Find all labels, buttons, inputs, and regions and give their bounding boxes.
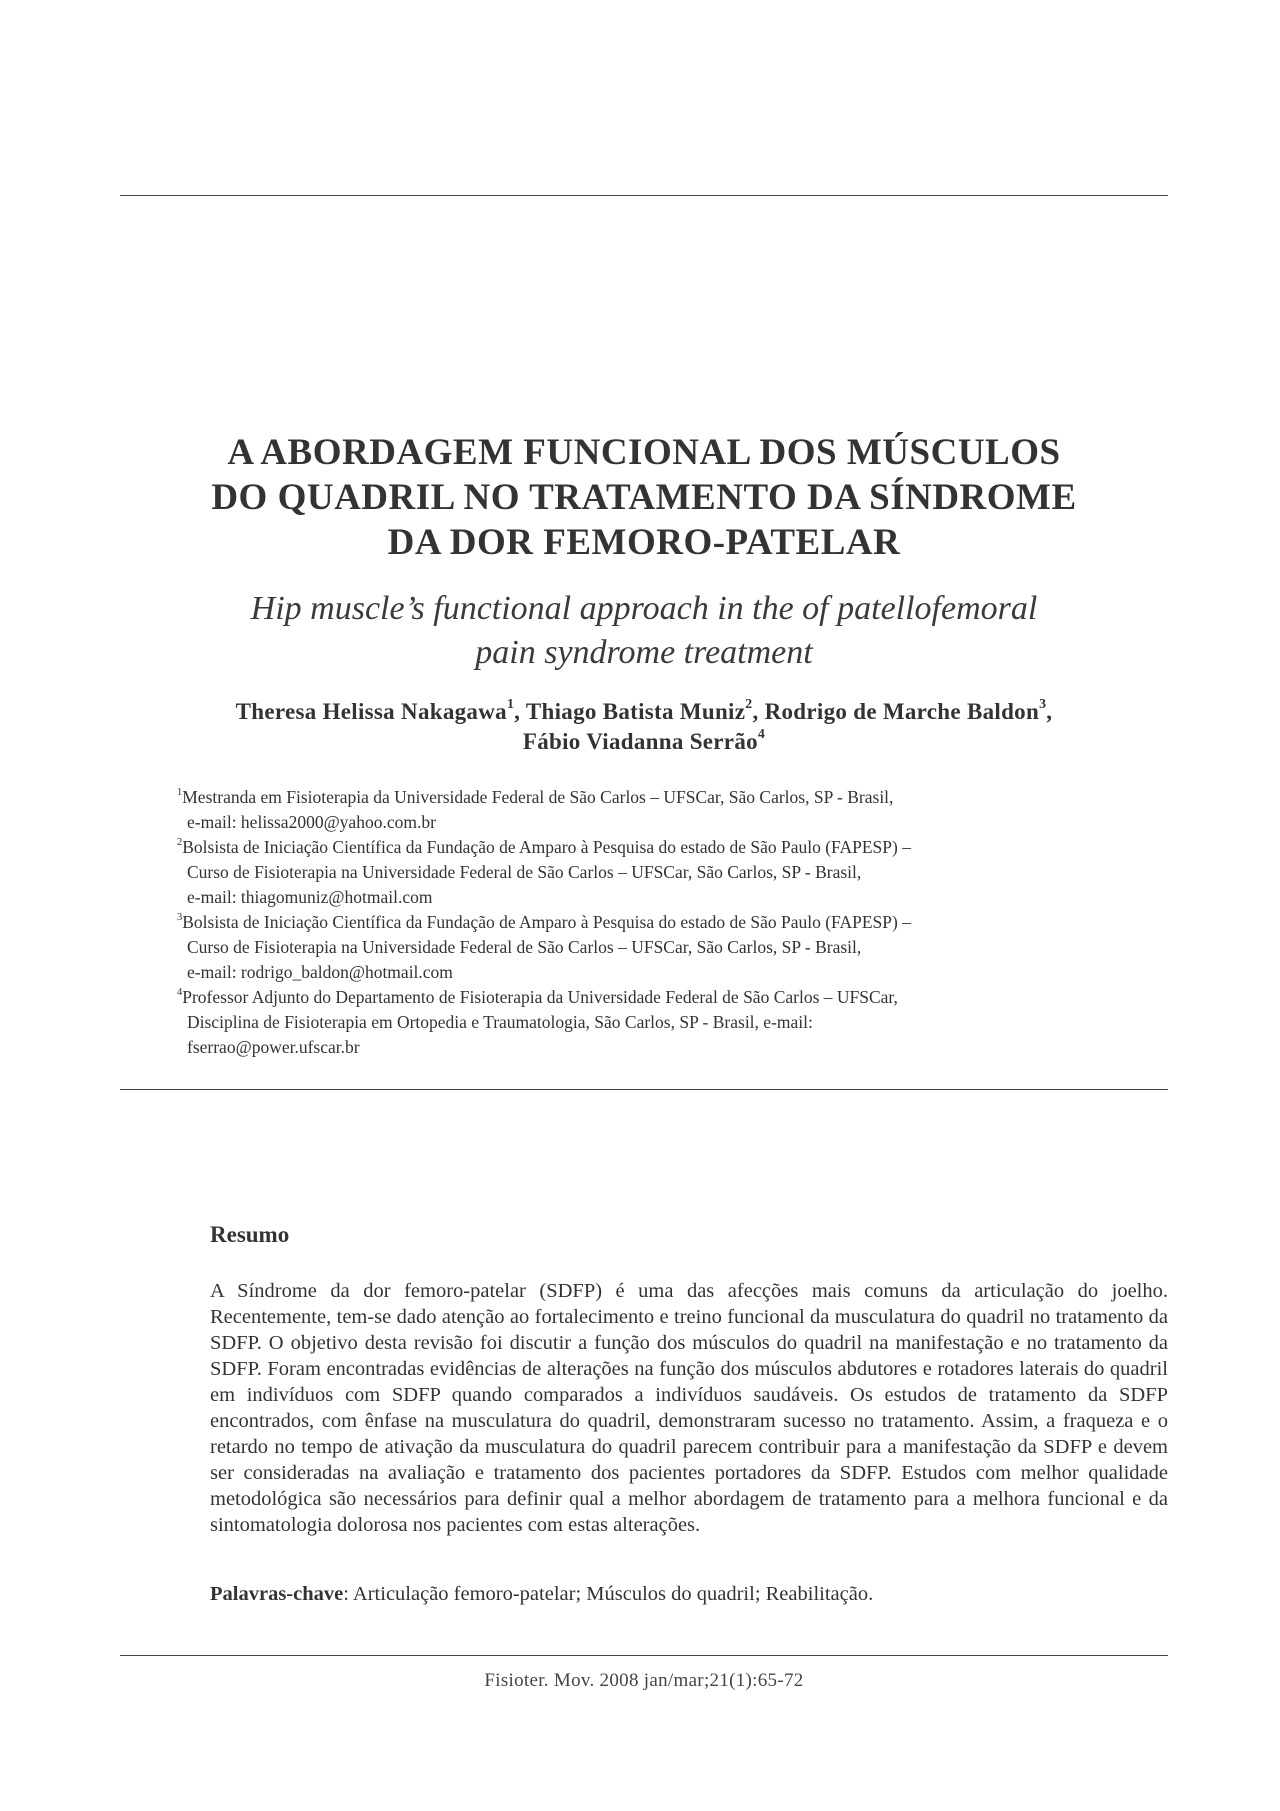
author-list [120,697,1168,757]
affiliation-text: Curso de Fisioterapia na Universidade Federal de São Carlos – UFSCar, São Carlos, SP - Brasil, [187,937,862,957]
author-sep: , [1046,699,1053,724]
author-sep: , [514,699,526,724]
affiliations [177,785,1117,1060]
author-name: Thiago Batista Muniz [525,699,746,724]
affiliation-2 [177,835,1117,910]
affiliation-number: 4 [177,986,183,998]
affiliation-email: fserrao@power.ufscar.br [187,1037,360,1057]
title-line: DA DOR FEMORO-PATELAR [387,522,901,563]
affiliation-number: 1 [177,786,183,798]
middle-rule [120,1089,1168,1090]
author-sup: 3 [1039,696,1047,712]
top-rule [120,195,1168,196]
subtitle-line: pain syndrome treatment [475,634,813,671]
affiliation-text: Curso de Fisioterapia na Universidade Federal de São Carlos – UFSCar, São Carlos, SP - Brasil, [187,862,862,882]
author-name: Rodrigo de Marche Baldon [764,699,1040,724]
bottom-rule [120,1655,1168,1656]
keywords-label: Palavras-chave [210,1583,344,1605]
affiliation-email: e-mail: thiagomuniz@hotmail.com [187,887,433,907]
affiliation-number: 3 [177,911,183,923]
abstract-heading: Resumo [210,1222,290,1247]
author-line [120,697,1168,727]
author-name: Fábio Viadanna Serrão [522,729,758,754]
affiliation-email: e-mail: helissa2000@yahoo.com.br [187,812,436,832]
author-sep: , [752,699,765,724]
author-sup: 1 [506,696,515,712]
abstract-text: A Síndrome da dor femoro-patelar (SDFP) é uma das afecções mais comuns da articulação do joelho. Recentemente, tem-se dado atenção ao fortalecimento e treino funcional da musculatura do quadril no tratamento da SDFP. O objetivo desta revisão foi discutir a função dos músculos do quadril na manifestação e no tratamento da SDFP. Foram encontradas evidências de alterações na função dos músculos abdutores e rotadores laterais do quadril em indivíduos com SDFP quando comparados a indivíduos saudáveis. Os estudos de tratamento da SDFP encontrados, com ênfase na musculatura do quadril, demonstraram sucesso no tratamento. Assim, a fraqueza e o retardo no tempo de ativação da musculatura do quadril parecem contribuir para a manifestação da SDFP e devem ser consideradas na avaliação e tratamento dos pacientes portadores da SDFP. Estudos com melhor qualidade metodológica são necessários para definir qual a melhor abordagem de tratamento para a melhora funcional e da sintomatologia dolorosa nos pacientes com estas alterações. [210,1280,1168,1536]
affiliation-text: Disciplina de Fisioterapia em Ortopedia e Traumatologia, São Carlos, SP - Brasil, e-mail: [187,1012,813,1032]
affiliation-text: Bolsista de Iniciação Científica da Fundação de Amparo à Pesquisa do estado de São Paulo (FAPESP) – [182,837,911,857]
affiliation-text: Professor Adjunto do Departamento de Fisioterapia da Universidade Federal de São Carlos – UFSCar, [182,987,898,1007]
title-line: A ABORDAGEM FUNCIONAL DOS MÚSCULOS [227,432,1061,473]
affiliation-text: Mestranda em Fisioterapia da Universidade Federal de São Carlos – UFSCar, São Carlos, SP - Brasil, [182,787,894,807]
title-line: DO QUADRIL NO TRATAMENTO DA SÍNDROME [211,477,1077,518]
affiliation-text: Bolsista de Iniciação Científica da Fundação de Amparo à Pesquisa do estado de São Paulo (FAPESP) – [182,912,911,932]
author-sup: 2 [745,696,753,712]
affiliation-number: 2 [177,836,183,848]
journal-citation: Fisioter. Mov. 2008 jan/mar;21(1):65-72 [484,1670,804,1691]
subtitle-line: Hip muscle’s functional approach in the of patellofemoral [250,590,1038,627]
keywords-text: : Articulação femoro-patelar; Músculos do quadril; Reabilitação. [343,1583,874,1605]
author-sup: 4 [757,726,766,742]
english-title [120,587,1168,675]
article-title [120,430,1168,565]
affiliation-3 [177,910,1117,985]
keywords [210,1581,1168,1607]
author-name: Theresa Helissa Nakagawa [235,699,507,724]
author-line [120,727,1168,757]
affiliation-1 [177,785,1117,835]
affiliation-4 [177,985,1117,1060]
affiliation-email: e-mail: rodrigo_baldon@hotmail.com [187,962,453,982]
